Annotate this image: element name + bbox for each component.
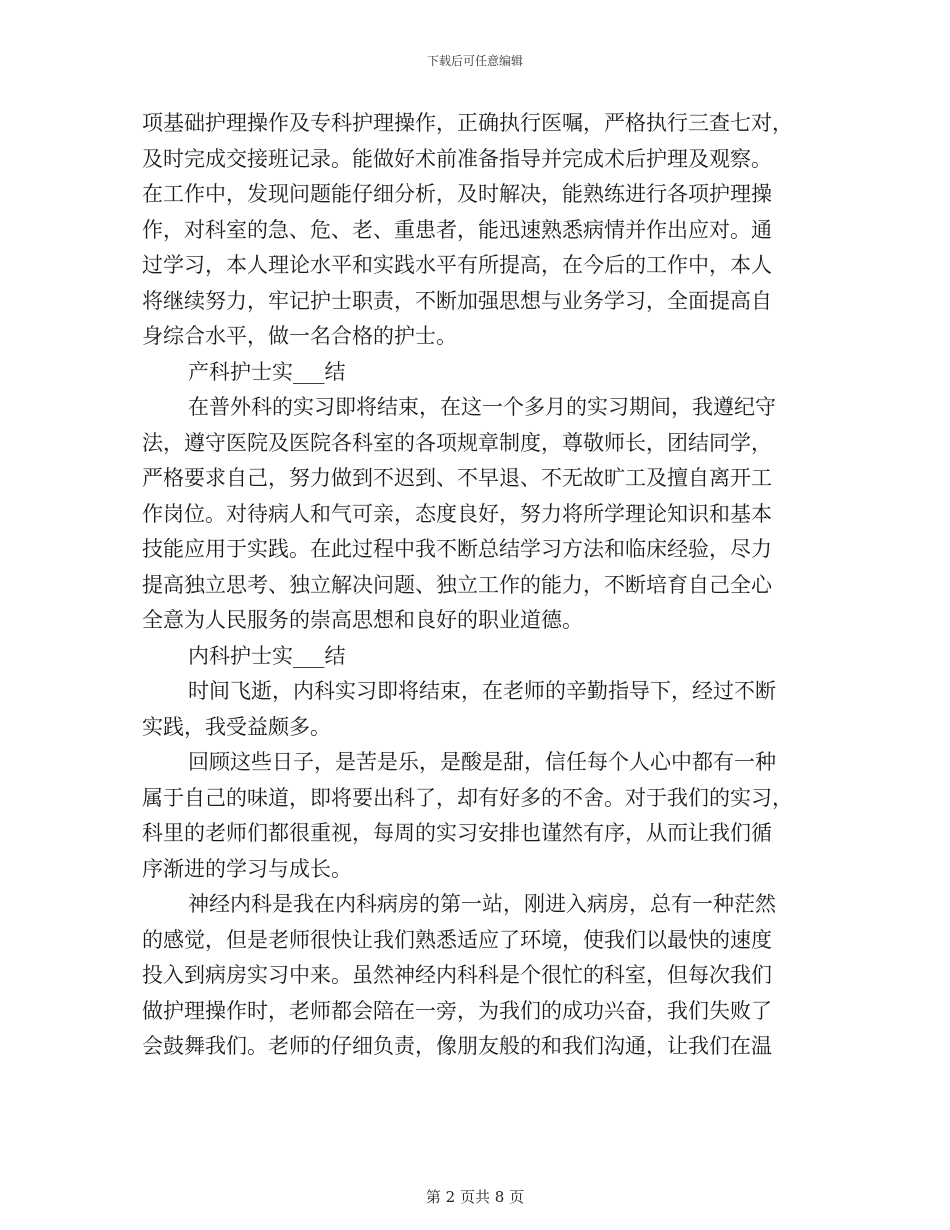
- page-footer: 第 2 页共 8 页: [425, 1188, 525, 1206]
- text-line: 属于自己的味道，即将要出科了，却有好多的不舍。对于我们的实习，: [142, 785, 793, 810]
- text-line: 及时完成交接班记录。能做好术前准备指导并完成术后护理及观察。: [142, 146, 772, 171]
- page-header: 下载后可任意编辑: [426, 54, 523, 68]
- section-heading: 内科护士实___结: [188, 643, 346, 668]
- text-line: 会鼓舞我们。老师的仔细负责，像朋友般的和我们沟通，让我们在温: [142, 1034, 772, 1058]
- text-line: 在普外科的实习即将结束，在这一个多月的实习期间，我遵纪守: [188, 395, 776, 419]
- text-line: 严格要求自己，努力做到不迟到、不早退、不无故旷工及擅自离开工: [142, 466, 772, 490]
- text-line: 序渐进的学习与成长。: [142, 856, 352, 881]
- text-line: 做护理操作时，老师都会陪在一旁，为我们的成功兴奋，我们失败了: [142, 998, 772, 1023]
- text-line: 提高独立思考、独立解决问题、独立工作的能力，不断培育自己全心: [142, 572, 772, 597]
- text-line: 将继续努力，牢记护士职责，不断加强思想与业务学习，全面提高自: [142, 288, 772, 313]
- text-line: 全意为人民服务的崇高思想和良好的职业道德。: [142, 608, 583, 632]
- text-line: 科里的老师们都很重视，每周的实习安排也谨然有序，从而让我们循: [142, 821, 772, 845]
- text-line: 投入到病房实习中来。虽然神经内科科是个很忙的科室，但每次我们: [142, 963, 772, 987]
- text-line: 在工作中，发现问题能仔细分析，及时解决，能熟练进行各项护理操: [142, 182, 772, 206]
- text-line: 过学习，本人理论水平和实践水平有所提高，在今后的工作中，本人: [142, 253, 772, 277]
- text-line: 作岗位。对待病人和气可亲，态度良好，努力将所学理论知识和基本: [142, 501, 772, 526]
- document-body: [142, 106, 808, 1065]
- section-heading: 产科护士实___结: [188, 359, 346, 384]
- text-line: 技能应用于实践。在此过程中我不断总结学习方法和临床经验，尽力: [142, 537, 772, 561]
- text-line: 法，遵守医院及医院各科室的各项规章制度，尊敬师长，团结同学，: [142, 430, 772, 455]
- text-line: 回顾这些日子，是苦是乐，是酸是甜，信任每个人心中都有一种: [188, 750, 776, 774]
- text-line: 实践，我受益颇多。: [142, 714, 331, 739]
- text-line: 神经内科是我在内科病房的第一站，刚进入病房，总有一种茫然: [188, 892, 776, 916]
- text-line: 作，对科室的急、危、老、重患者，能迅速熟悉病情并作出应对。通: [142, 217, 772, 242]
- text-line: 的感觉，但是老师很快让我们熟悉适应了环境，使我们以最快的速度: [142, 927, 772, 952]
- text-line: 项基础护理操作及专科护理操作，正确执行医嘱，严格执行三查七对，: [142, 111, 793, 135]
- text-line: 时间飞逝，内科实习即将结束，在老师的辛勤指导下，经过不断: [188, 679, 776, 703]
- text-line: 身综合水平，做一名合格的护士。: [142, 324, 457, 348]
